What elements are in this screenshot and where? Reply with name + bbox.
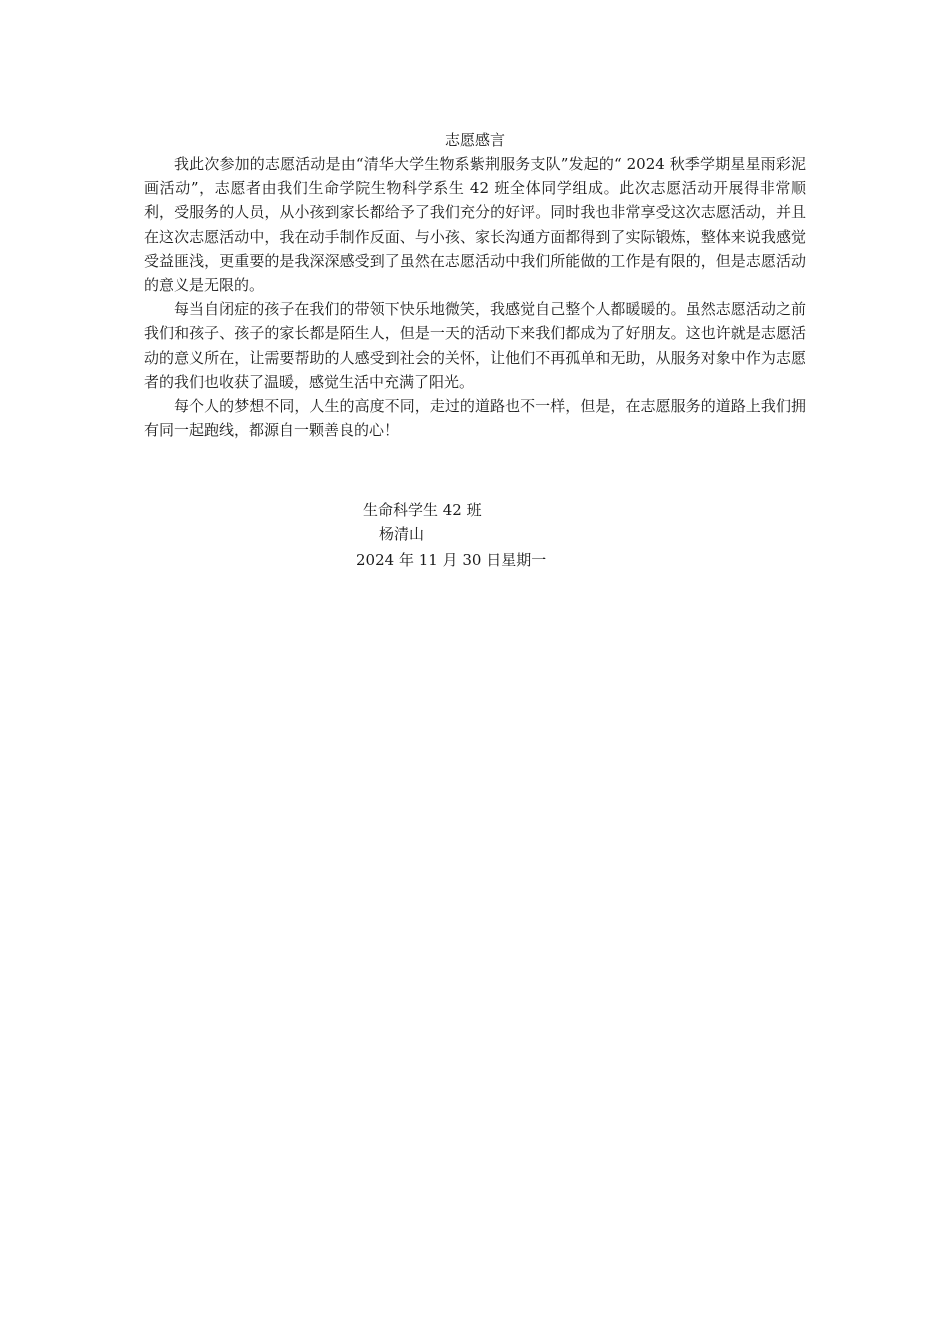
- signature-author: 杨清山: [379, 525, 425, 543]
- paragraph-2: 每当自闭症的孩子在我们的带领下快乐地微笑，我感觉自己整个人都暖暖的。虽然志愿活动之前我们和孩子、孩子的家长都是陌生人，但是一天的活动下来我们都成为了好朋友。这也许就是志愿活动的意义所在，让需要帮助的人感受到社会的关怀，让他们不再孤单和无助，从服务对象中作为志愿者的我们也收获了温暖，感觉生活中充满了阳光。: [144, 300, 806, 391]
- signature-date: 2024 年 11 月 30 日星期一: [356, 551, 547, 569]
- signature-class: 生命科学生 42 班: [363, 501, 482, 519]
- paragraph-3: 每个人的梦想不同，人生的高度不同，走过的道路也不一样，但是，在志愿服务的道路上我们拥有同一起跑线，都源自一颗善良的心！: [144, 397, 806, 440]
- paragraph-1: 我此次参加的志愿活动是由“清华大学生物系紫荆服务支队”发起的“ 2024 秋季学期星星雨彩泥画活动”，志愿者由我们生命学院生物科学系生 42 班全体同学组成。此次志愿活动开展得非常顺利，受服务的人员，从小孩到家长都给予了我们充分的好评。同时我也非常享受这次志愿活动，并且在这次志愿活动中，我在动手制作反面、与小孩、家长沟通方面都得到了实际锻炼，整体来说我感觉受益匪浅，更重要的是我深深感受到了虽然在志愿活动中我们所能做的工作是有限的，但是志愿活动的意义是无限的。: [144, 155, 806, 295]
- document-title: 志愿感言: [444, 131, 505, 149]
- document-body: [144, 152, 806, 442]
